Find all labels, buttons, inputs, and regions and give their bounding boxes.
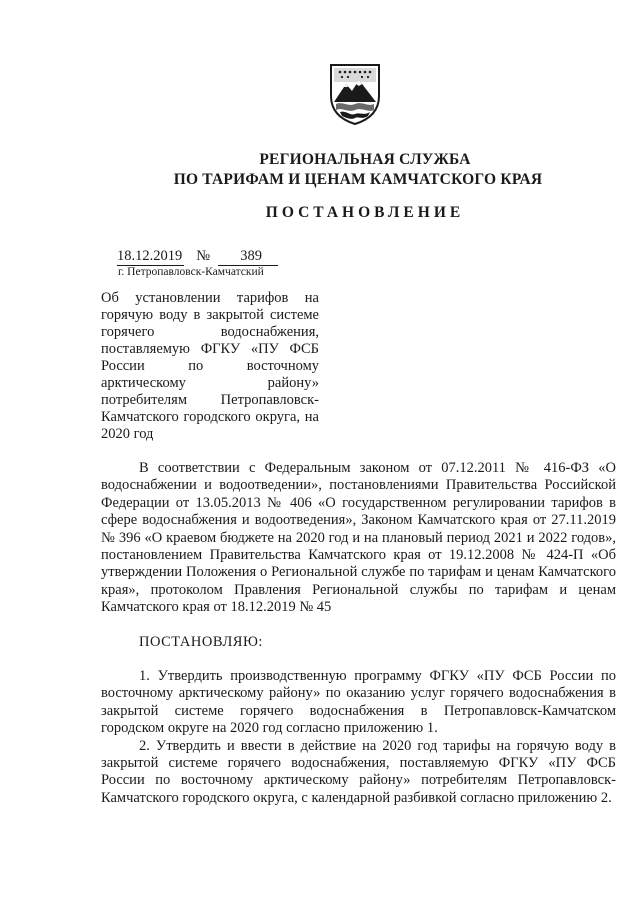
resolve-heading: ПОСТАНОВЛЯЮ: (139, 634, 263, 650)
decree-item: 2. Утвердить и ввести в действие на 2020 год тарифы на горячую воду в закрытой системе горячего водоснабжения, поставляемую ФГКУ «ПУ ФСБ России по восточному арктическому району» потребителям Петропавловск-Камчатского городского округа, с календарной разбивкой согласно приложению 2. (101, 737, 616, 806)
date-number-line (117, 248, 278, 266)
city: г. Петропавловск-Камчатский (118, 266, 264, 278)
decree-number: 389 (218, 248, 278, 266)
coat-of-arms-icon (328, 62, 382, 126)
preamble (101, 460, 616, 617)
decree-subject: Об установлении тарифов на горячую воду в закрытой системе горячего водоснабжения, поставляемую ФГКУ «ПУ ФСБ России по восточному арктическому району» потребителям Петропавловск-Камчатского городского округа, на 2020 год (101, 290, 319, 442)
preamble-text: В соответствии с Федеральным законом от 07.12.2011 № 416-ФЗ «О водоснабжении и водоотведении», постановлениями Правительства Российской Федерации от 13.05.2013 № 406 «О государственном регулировании тарифов в сфере водоснабжения и водоотведения», Законом Камчатского края от 27.11.2019 № 396 «О краевом бюджете на 2020 год и на плановый период 2021 и 2022 годов», постановлением Правительства Камчатского края от 19.12.2008 № 424-П «Об утверждении Положения о Региональной службе по тарифам и ценам Камчатского края», протоколом Правления Региональной службы по тарифам и ценам Камчатского края от 18.12.2019 № 45 (101, 460, 616, 616)
decree-items (101, 668, 616, 807)
decree-date: 18.12.2019 (117, 248, 183, 264)
agency-name-line1: РЕГИОНАЛЬНАЯ СЛУЖБА (259, 151, 471, 168)
agency-name-line2: ПО ТАРИФАМ И ЦЕНАМ КАМЧАТСКОГО КРАЯ (173, 171, 543, 188)
number-sign: № (196, 248, 211, 264)
decree-item: 1. Утвердить производственную программу ФГКУ «ПУ ФСБ России по восточному арктическому району» по оказанию услуг горячего водоснабжения в закрытой системе горячего водоснабжения в Петропавловск-Камчатском городском округе на 2020 год согласно приложению 1. (101, 668, 616, 737)
document-type: ПОСТАНОВЛЕНИЕ (265, 204, 465, 221)
